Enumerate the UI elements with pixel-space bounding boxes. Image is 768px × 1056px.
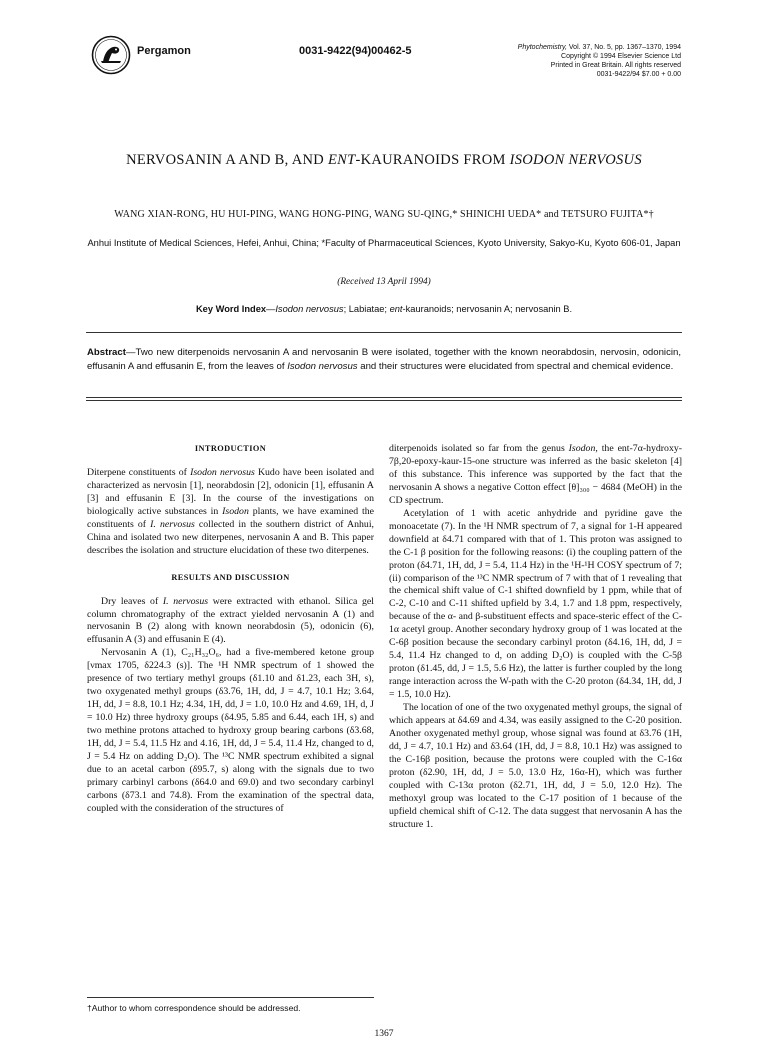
keyword-dash: — <box>266 304 276 314</box>
body-paragraph <box>389 443 682 508</box>
keyword-index <box>0 304 768 314</box>
text-run: Kudo have been isolated and characterized as nervosin [1], neorabdosin [2], odonicin [1], effusanin A [3] and effusanin E [3]. In the course of the investigations on biologically active substances in <box>87 466 375 517</box>
page-number: 1367 <box>374 1029 394 1039</box>
author-list: WANG XIAN-RONG, HU HUI-PING, WANG HONG-PING, WANG SU-QING,* SHINICHI UEDA* and TETSURO FUJITA*† <box>114 209 654 220</box>
keyword-ent: ent <box>389 304 403 314</box>
document-code: 0031-9422(94)00462-5 <box>299 45 412 57</box>
species-name: I. nervosus <box>150 518 195 530</box>
genus-name: Isodon <box>568 443 596 454</box>
abstract-dash: — <box>125 347 136 358</box>
text-run: plants, we have examined the constituents of <box>87 505 374 530</box>
printed-line: Printed in Great Britain. All rights reserved <box>550 62 681 69</box>
abstract-text: Two new diterpenoids nervosanin A and nervosanin B were isolated, together with the known neorabdosin, nervosin, odonicin, effusanin A and effusanin E, from the leaves of <box>87 347 681 372</box>
paper-title <box>110 152 658 169</box>
keyword-text: -kauranoids; nervosanin A; nervosanin B. <box>402 304 573 314</box>
text-run: diterpenoids isolated so far from the genus <box>389 443 569 454</box>
abstract-text: and their structures were elucidated from spectral and chemical evidence. <box>357 361 674 372</box>
publisher-name: Pergamon <box>137 45 191 57</box>
keyword-species: Isodon nervosus <box>275 304 344 314</box>
received-date <box>0 277 768 287</box>
abstract <box>87 346 681 374</box>
divider-bottom-double <box>86 400 682 401</box>
copyright-line: Copyright © 1994 Elsevier Science Ltd <box>561 53 681 60</box>
text-run: Diterpene constituents of <box>87 466 191 478</box>
journal-volume: Vol. 37, No. 5, pp. 1367–1370, 1994 <box>566 44 681 51</box>
title-part: NERVOSANIN A AND B, AND <box>126 152 328 168</box>
text-run: , the ent-7α-hydroxy-7β,20-epoxy-kaur-15-one structure was inferred as the basic skeleton [4] of this substance. This inference was supported by the fact that the nervosanin A shows a negative Cotton effect [θ]₃₀₀ − 4684 (MeOH) in the CD spectrum. <box>389 443 683 506</box>
genus-name: Isodon <box>222 505 249 517</box>
divider-top <box>86 332 682 333</box>
affiliation: Anhui Institute of Medical Sciences, Hefei, Anhui, China; *Faculty of Pharmaceutical Sciences, Kyoto University, Sakyo-Ku, Kyoto 606-01, Japan <box>87 238 681 248</box>
title-part: -KAURANOIDS FROM <box>355 152 510 168</box>
right-column <box>389 443 682 832</box>
species-name: I. nervosus <box>162 595 209 607</box>
received-close: ) <box>427 277 431 287</box>
body-paragraph: The location of one of the two oxygenated methyl groups, the signal of which appears at δ4.69 and 4.34, was easily assigned to the C-20 position. Another oxygenated methyl group, whose signal was found at δ3.76 (1H, dd, J = 4.7, 10.1 Hz) and δ3.64 (1H, dd, J = 8.8, 10.1 Hz) was assigned to the C-16β position, because the protons were coupled with the C-16α proton (δ2.90, 1H, dd, J = 5.0, 13.0 Hz, 16α-H), which was further coupled with C-13α proton (δ2.71, 1H, dd, J = 5.0, 12.0 Hz). The methoxyl group was located to the C-17 position of 1 because of the upfield chemical shift of C-12. The data suggest that nervosanin A has the structure 1. <box>389 702 682 830</box>
journal-name: Phytochemistry, <box>517 44 567 51</box>
species-name: Isodon nervosus <box>190 466 255 478</box>
title-part-italic: ENT <box>327 152 356 168</box>
title-species: ISODON NERVOSUS <box>509 152 642 168</box>
results-paragraph: Nervosanin A (1), C₂₁H₃₂O₆, had a five-membered ketone group [νmax 1705, δ224.3 (s)]. The ¹H NMR spectrum of 1 showed the presence of two tertiary methyl groups (δ1.10 and δ1.23, each 3H, s), two oxygenated methyl groups (δ3.76, 1H, dd, J = 4.7, 10.1 Hz; 3.64, 1H, dd, J = 8.8, 10.1 Hz; 4.34, 1H, dd, J = 1.0, 10.0 Hz and 4.69, 1H, d, J = 10.0 Hz) three hydroxy groups (δ4.95, 5.85 and 6.44, each 1H, s) and two methine protons attached to hydroxy group bearing carbons (δ3.68, 1H, dd, J = 5.4, 11.5 Hz and 4.16, 1H, dd, J = 5.4, 11.4 Hz, changed to d, J = 5.4 Hz on adding D₂O). The ¹³C NMR spectrum exhibited a signal due to an acetal carbon (δ95.7, s) along with the signals due to two primary carbinyl carbons (δ64.0 and 69.0) and two secondary carbinyl carbons (δ73.1 and 74.8). From the examination of the spectral data, coupled with the consideration of the structures of <box>87 647 374 814</box>
results-paragraph <box>87 596 374 648</box>
price-line: 0031-9422/94 $7.00 + 0.00 <box>596 71 681 78</box>
text-run: were extracted with ethanol. Silica gel column chromatography of the extract yielded nervosanin A (1) and nervosanin B (2) along with known neorabdosin (5), odonicin (6), effusanin A (3) and effusanin E (4). <box>87 595 374 646</box>
footnote: †Author to whom correspondence should be addressed. <box>87 1003 301 1013</box>
text-run: Dry leaves of <box>101 595 163 607</box>
left-column <box>87 443 374 816</box>
results-heading: RESULTS AND DISCUSSION <box>171 572 290 582</box>
introduction-heading: INTRODUCTION <box>194 444 267 453</box>
keyword-text: ; Labiatae; <box>343 304 390 314</box>
received-label: (Received <box>337 277 377 287</box>
received-date-value: 13 April 1994 <box>376 277 428 287</box>
abstract-species: Isodon nervosus <box>287 361 358 372</box>
citation-line <box>518 43 681 52</box>
divider-bottom <box>86 397 682 398</box>
pergamon-logo-icon <box>91 35 131 75</box>
citation-block <box>518 43 681 79</box>
text-run: collected in the southern district of Anhui, China and isolated two new diterpenes, nervosanin A and B. This paper describes the isolation and structure elucidation of these two diterpenes. <box>87 518 374 556</box>
abstract-label: Abstract <box>87 347 126 358</box>
keyword-label: Key Word Index <box>195 304 267 314</box>
footnote-divider <box>87 997 374 998</box>
body-paragraph: Acetylation of 1 with acetic anhydride and pyridine gave the monoacetate (7). In the ¹H NMR spectrum of 7, a signal for 1-H appeared downfield at δ4.71 compared with that of 1. This proton was assigned to the C-1 β position for the following reasons: (i) the coupling pattern of the proton (δ4.71, 1H, dd, J = 5.4, 11.4 Hz) in the ¹H-¹H COSY spectrum of 7; (ii) comparison of the ¹³C NMR spectrum of 7 with that of 1 revealing that the chemical shift value of C-1 shifted downfield by 1 ppm, while that of C-2, C-10 and C-11 shifted upfield by 3.4, 1.7 and 1.8 ppm, respectively, because of the α- and β-substituent effects and space-steric effect of the C-1α acetyl group. Another secondary hydroxy group of 1 was located at the C-6β position because the secondary carbinyl proton (δ4.16, 1H, dd, J = 5.4, 11.4 Hz changed to d, on adding D₂O) is coupled with the C-5β proton (δ1.45, dd, J = 1.5, 5.6 Hz), the latter is further coupled by the long range interaction across the W-path with the C-20 proton (δ4.34, 1H, dd, J = 1.5, 10.0 Hz). <box>389 507 682 701</box>
introduction-paragraph <box>87 467 374 558</box>
